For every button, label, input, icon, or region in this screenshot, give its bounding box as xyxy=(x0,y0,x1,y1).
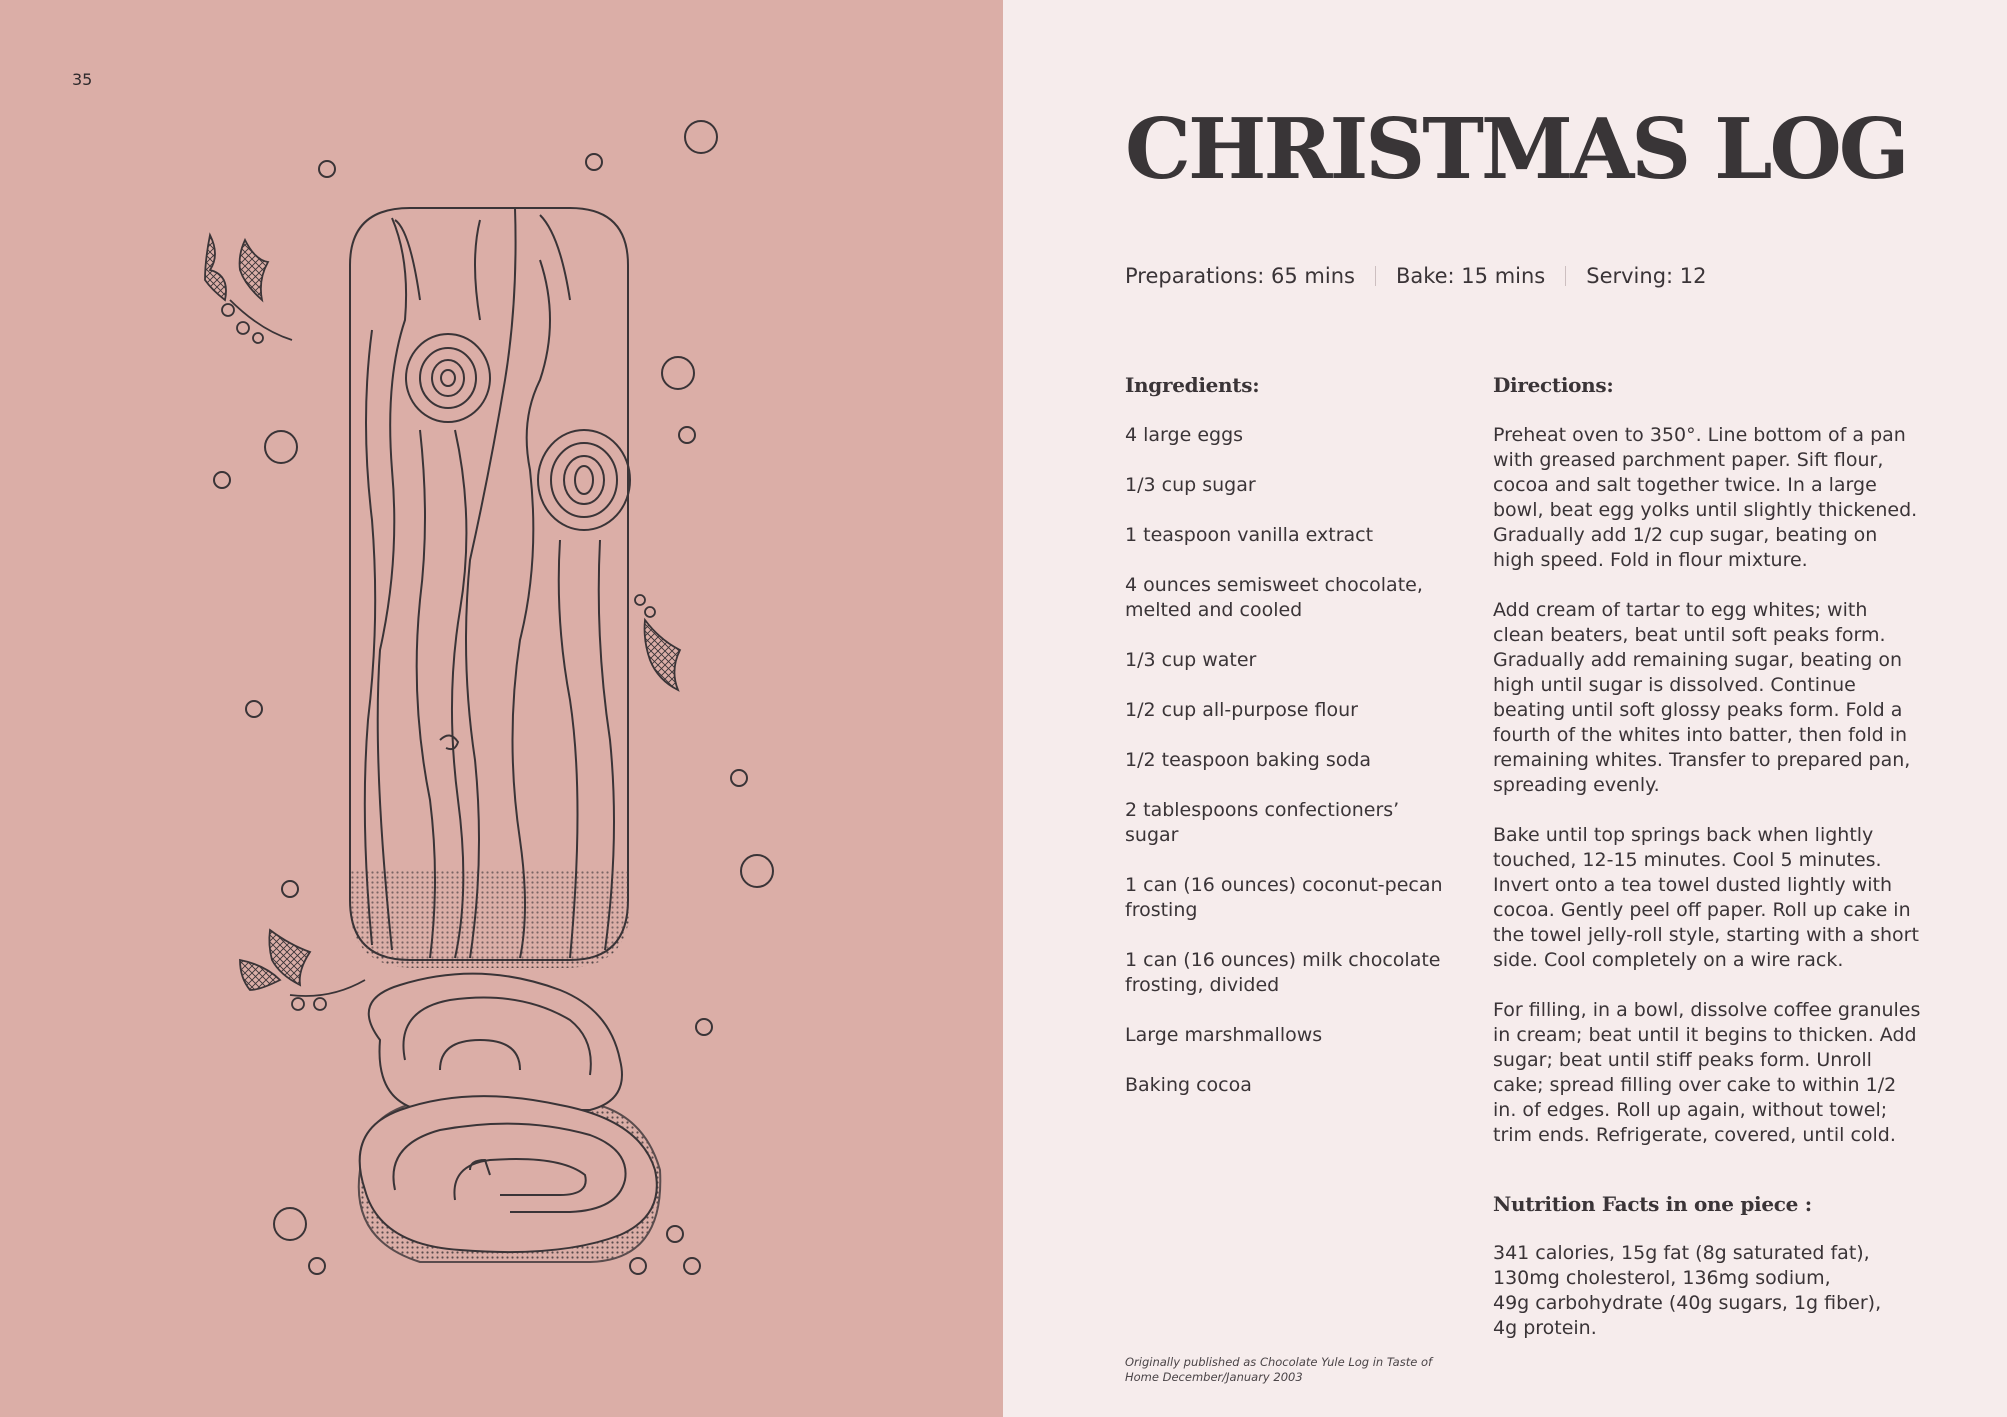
nutrition-heading: Nutrition Facts in one piece : xyxy=(1493,1192,1812,1216)
ingredient-item: 2 tablespoons confectioners’ sugar xyxy=(1125,799,1400,846)
direction-paragraph: Bake until top springs back when lightly touched, 12-15 minutes. Cool 5 minutes. Invert onto a tea towel dusted lightly with cocoa. Gently peel off paper. Roll up cake in the towel jelly-roll style, starting with a short side. Cool completely on a wire rack. xyxy=(1493,824,1919,971)
holly-sprig-top xyxy=(205,235,292,343)
holly-sprig-bottom xyxy=(240,930,365,1010)
source-credit: Originally published as Chocolate Yule Log in Taste of Home December/January 2003 xyxy=(1125,1355,1433,1384)
ingredient-item: 1/3 cup water xyxy=(1125,649,1257,671)
nutrition-line: 49g carbohydrate (40g sugars, 1g fiber), xyxy=(1493,1292,1882,1314)
directions-heading: Directions: xyxy=(1493,373,1614,397)
ingredient-item: 1/3 cup sugar xyxy=(1125,474,1256,496)
servings: Serving: 12 xyxy=(1586,264,1707,288)
meta-divider xyxy=(1565,266,1566,286)
log-slice xyxy=(359,974,661,1262)
ingredient-item: 1 can (16 ounces) milk chocolate frosting, divided xyxy=(1125,949,1441,996)
nutrition-line: 4g protein. xyxy=(1493,1317,1597,1339)
ingredients-heading: Ingredients: xyxy=(1125,373,1260,397)
ingredient-item: Baking cocoa xyxy=(1125,1074,1252,1096)
ingredients-list xyxy=(1125,423,1455,1123)
directions-body xyxy=(1493,423,1923,1173)
log xyxy=(350,208,630,960)
yule-log-illustration xyxy=(0,0,1003,1417)
meta-divider xyxy=(1375,266,1376,286)
direction-paragraph: For filling, in a bowl, dissolve coffee granules in cream; beat until it begins to thicken. Add sugar; beat until stiff peaks form. Unroll cake; spread filling over cake to within 1/2 in. of edges. Roll up again, without towel; trim ends. Refrigerate, covered, until cold. xyxy=(1493,999,1921,1146)
page-number: 35 xyxy=(72,70,93,89)
nutrition-line: 341 calories, 15g fat (8g saturated fat), xyxy=(1493,1242,1870,1264)
recipe-meta xyxy=(1125,264,1707,288)
ingredient-item: 4 ounces semisweet chocolate, melted and cooled xyxy=(1125,574,1423,621)
ingredient-item: Large marshmallows xyxy=(1125,1024,1323,1046)
preparation-time: Preparations: 65 mins xyxy=(1125,264,1355,288)
bake-time: Bake: 15 mins xyxy=(1395,264,1546,288)
ingredient-item: 1/2 teaspoon baking soda xyxy=(1125,749,1372,771)
direction-paragraph: Preheat oven to 350°. Line bottom of a pan with greased parchment paper. Sift flour, cocoa and salt together twice. In a large bowl, beat egg yolks until slightly thickened. Gradually add 1/2 cup sugar, beating on high speed. Fold in flour mixture. xyxy=(1493,424,1918,571)
ingredient-item: 1 teaspoon vanilla extract xyxy=(1125,524,1374,546)
nutrition-line: 130mg cholesterol, 136mg sodium, xyxy=(1493,1267,1831,1289)
ingredient-item: 4 large eggs xyxy=(1125,424,1244,446)
recipe-title: CHRISTMAS LOG xyxy=(1125,100,1907,198)
ingredient-item: 1 can (16 ounces) coconut-pecan frosting xyxy=(1125,874,1443,921)
holly-sprig-side xyxy=(635,595,680,690)
ingredient-item: 1/2 cup all-purpose flour xyxy=(1125,699,1358,721)
direction-paragraph: Add cream of tartar to egg whites; with clean beaters, beat until soft peaks form. Gradually add remaining sugar, beating on high until sugar is dissolved. Continue beating until soft glossy peaks form. Fold a fourth of the whites into batter, then fold in remaining whites. Transfer to prepared pan, spreading evenly. xyxy=(1493,599,1911,796)
nutrition-facts xyxy=(1493,1241,1923,1341)
